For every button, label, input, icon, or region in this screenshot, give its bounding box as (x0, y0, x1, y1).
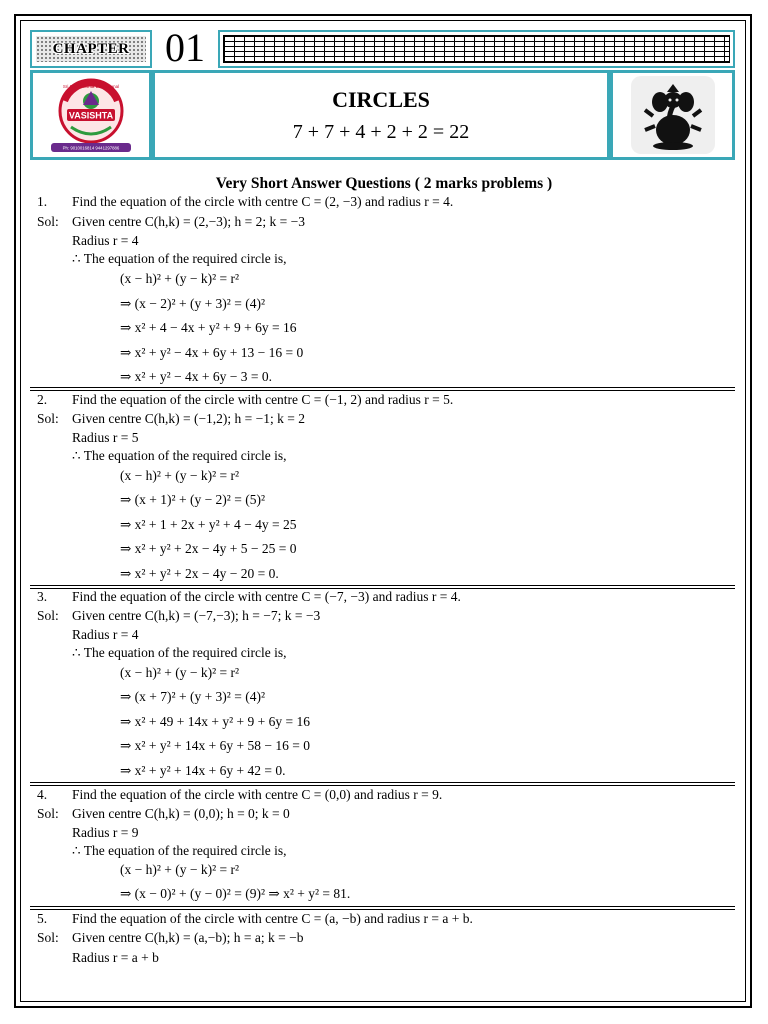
logo-top-text: Sri Sai Vasishta Educational (62, 84, 120, 89)
equation-step: (x − h)² + (y − k)² = r² (120, 665, 240, 680)
chapter-label: CHAPTER (52, 40, 130, 57)
solution-given: Given centre C(h,k) = (−7,−3); h = −7; k = −3 (72, 608, 321, 623)
solution-therefore: ∴ The equation of the required circle is, (72, 843, 287, 858)
solution-label: Sol: (37, 806, 59, 821)
equation-step: ⇒ (x − 0)² + (y − 0)² = (9)² ⇒ x² + y² = 81. (120, 886, 351, 901)
problem-question: Find the equation of the circle with centre C = (a, −b) and radius r = a + b. (72, 911, 473, 926)
equation-step: ⇒ x² + y² − 4x + 6y − 3 = 0. (120, 369, 272, 384)
solution-label: Sol: (37, 214, 59, 229)
equation-step: ⇒ x² + y² + 2x − 4y + 5 − 25 = 0 (120, 541, 297, 556)
solution-label: Sol: (37, 411, 59, 426)
solution-radius: Radius r = 5 (72, 430, 139, 445)
section-title: Very Short Answer Questions ( 2 marks problems ) (215, 175, 553, 192)
solution-label: Sol: (37, 608, 59, 623)
problem-number: 1. (37, 194, 48, 209)
logo-phone: Ph: 9010016814 9441297886 (62, 145, 120, 151)
equation-step: ⇒ x² + y² + 14x + 6y + 42 = 0. (120, 763, 286, 778)
equation-step: ⇒ (x − 2)² + (y + 3)² = (4)² (120, 296, 266, 311)
problem-number: 4. (37, 787, 48, 802)
chapter-number: 01 (165, 25, 205, 70)
problem-number: 5. (37, 911, 48, 926)
equation-step: ⇒ x² + y² + 2x − 4y − 20 = 0. (120, 566, 279, 581)
chapter-label-box (30, 30, 152, 68)
equation-step: ⇒ x² + 49 + 14x + y² + 9 + 6y = 16 (120, 714, 310, 729)
solution-radius: Radius r = 4 (72, 233, 139, 248)
solution-given: Given centre C(h,k) = (a,−b); h = a; k = −b (72, 930, 304, 945)
brick-banner (218, 30, 735, 68)
problem-number: 2. (37, 392, 48, 407)
problem-question: Find the equation of the circle with centre C = (0,0) and radius r = 9. (72, 787, 443, 802)
solution-radius: Radius r = 4 (72, 627, 139, 642)
problem-question: Find the equation of the circle with centre C = (−7, −3) and radius r = 4. (72, 589, 461, 604)
problem-divider (30, 387, 735, 391)
equation-step: (x − h)² + (y − k)² = r² (120, 468, 240, 483)
chapter-title: CIRCLES (332, 87, 430, 112)
equation-step: ⇒ (x + 1)² + (y − 2)² = (5)² (120, 492, 266, 507)
ganesh-icon (631, 76, 715, 154)
solution-therefore: ∴ The equation of the required circle is, (72, 645, 287, 660)
solution-label: Sol: (37, 930, 59, 945)
problem-number: 3. (37, 589, 48, 604)
problem-divider (30, 906, 735, 910)
equation-step: (x − h)² + (y − k)² = r² (120, 862, 240, 877)
equation-step: ⇒ (x + 7)² + (y + 3)² = (4)² (120, 689, 266, 704)
solution-given: Given centre C(h,k) = (−1,2); h = −1; k = 2 (72, 411, 306, 426)
solution-given: Given centre C(h,k) = (0,0); h = 0; k = 0 (72, 806, 290, 821)
equation-step: ⇒ x² + 1 + 2x + y² + 4 − 4y = 25 (120, 517, 297, 532)
institute-logo (30, 70, 152, 160)
logo-text: VASISHTA (68, 110, 114, 121)
marks-formula: 7 + 7 + 4 + 2 + 2 = 22 (292, 121, 470, 143)
problem-divider (30, 782, 735, 786)
problem-question: Find the equation of the circle with centre C = (2, −3) and radius r = 4. (72, 194, 454, 209)
solution-radius: Radius r = 9 (72, 825, 139, 840)
ganesh-image-box (610, 70, 735, 160)
problem-question: Find the equation of the circle with centre C = (−1, 2) and radius r = 5. (72, 392, 454, 407)
equation-step: ⇒ x² + y² − 4x + 6y + 13 − 16 = 0 (120, 345, 304, 360)
solution-therefore: ∴ The equation of the required circle is, (72, 448, 287, 463)
equation-step: (x − h)² + (y − k)² = r² (120, 271, 240, 286)
solution-therefore: ∴ The equation of the required circle is, (72, 251, 287, 266)
solution-given: Given centre C(h,k) = (2,−3); h = 2; k = −3 (72, 214, 306, 229)
title-box (152, 70, 610, 160)
solution-radius: Radius r = a + b (72, 950, 159, 965)
equation-step: ⇒ x² + y² + 14x + 6y + 58 − 16 = 0 (120, 738, 310, 753)
equation-step: ⇒ x² + 4 − 4x + y² + 9 + 6y = 16 (120, 320, 297, 335)
vasishta-logo-icon (41, 75, 141, 155)
